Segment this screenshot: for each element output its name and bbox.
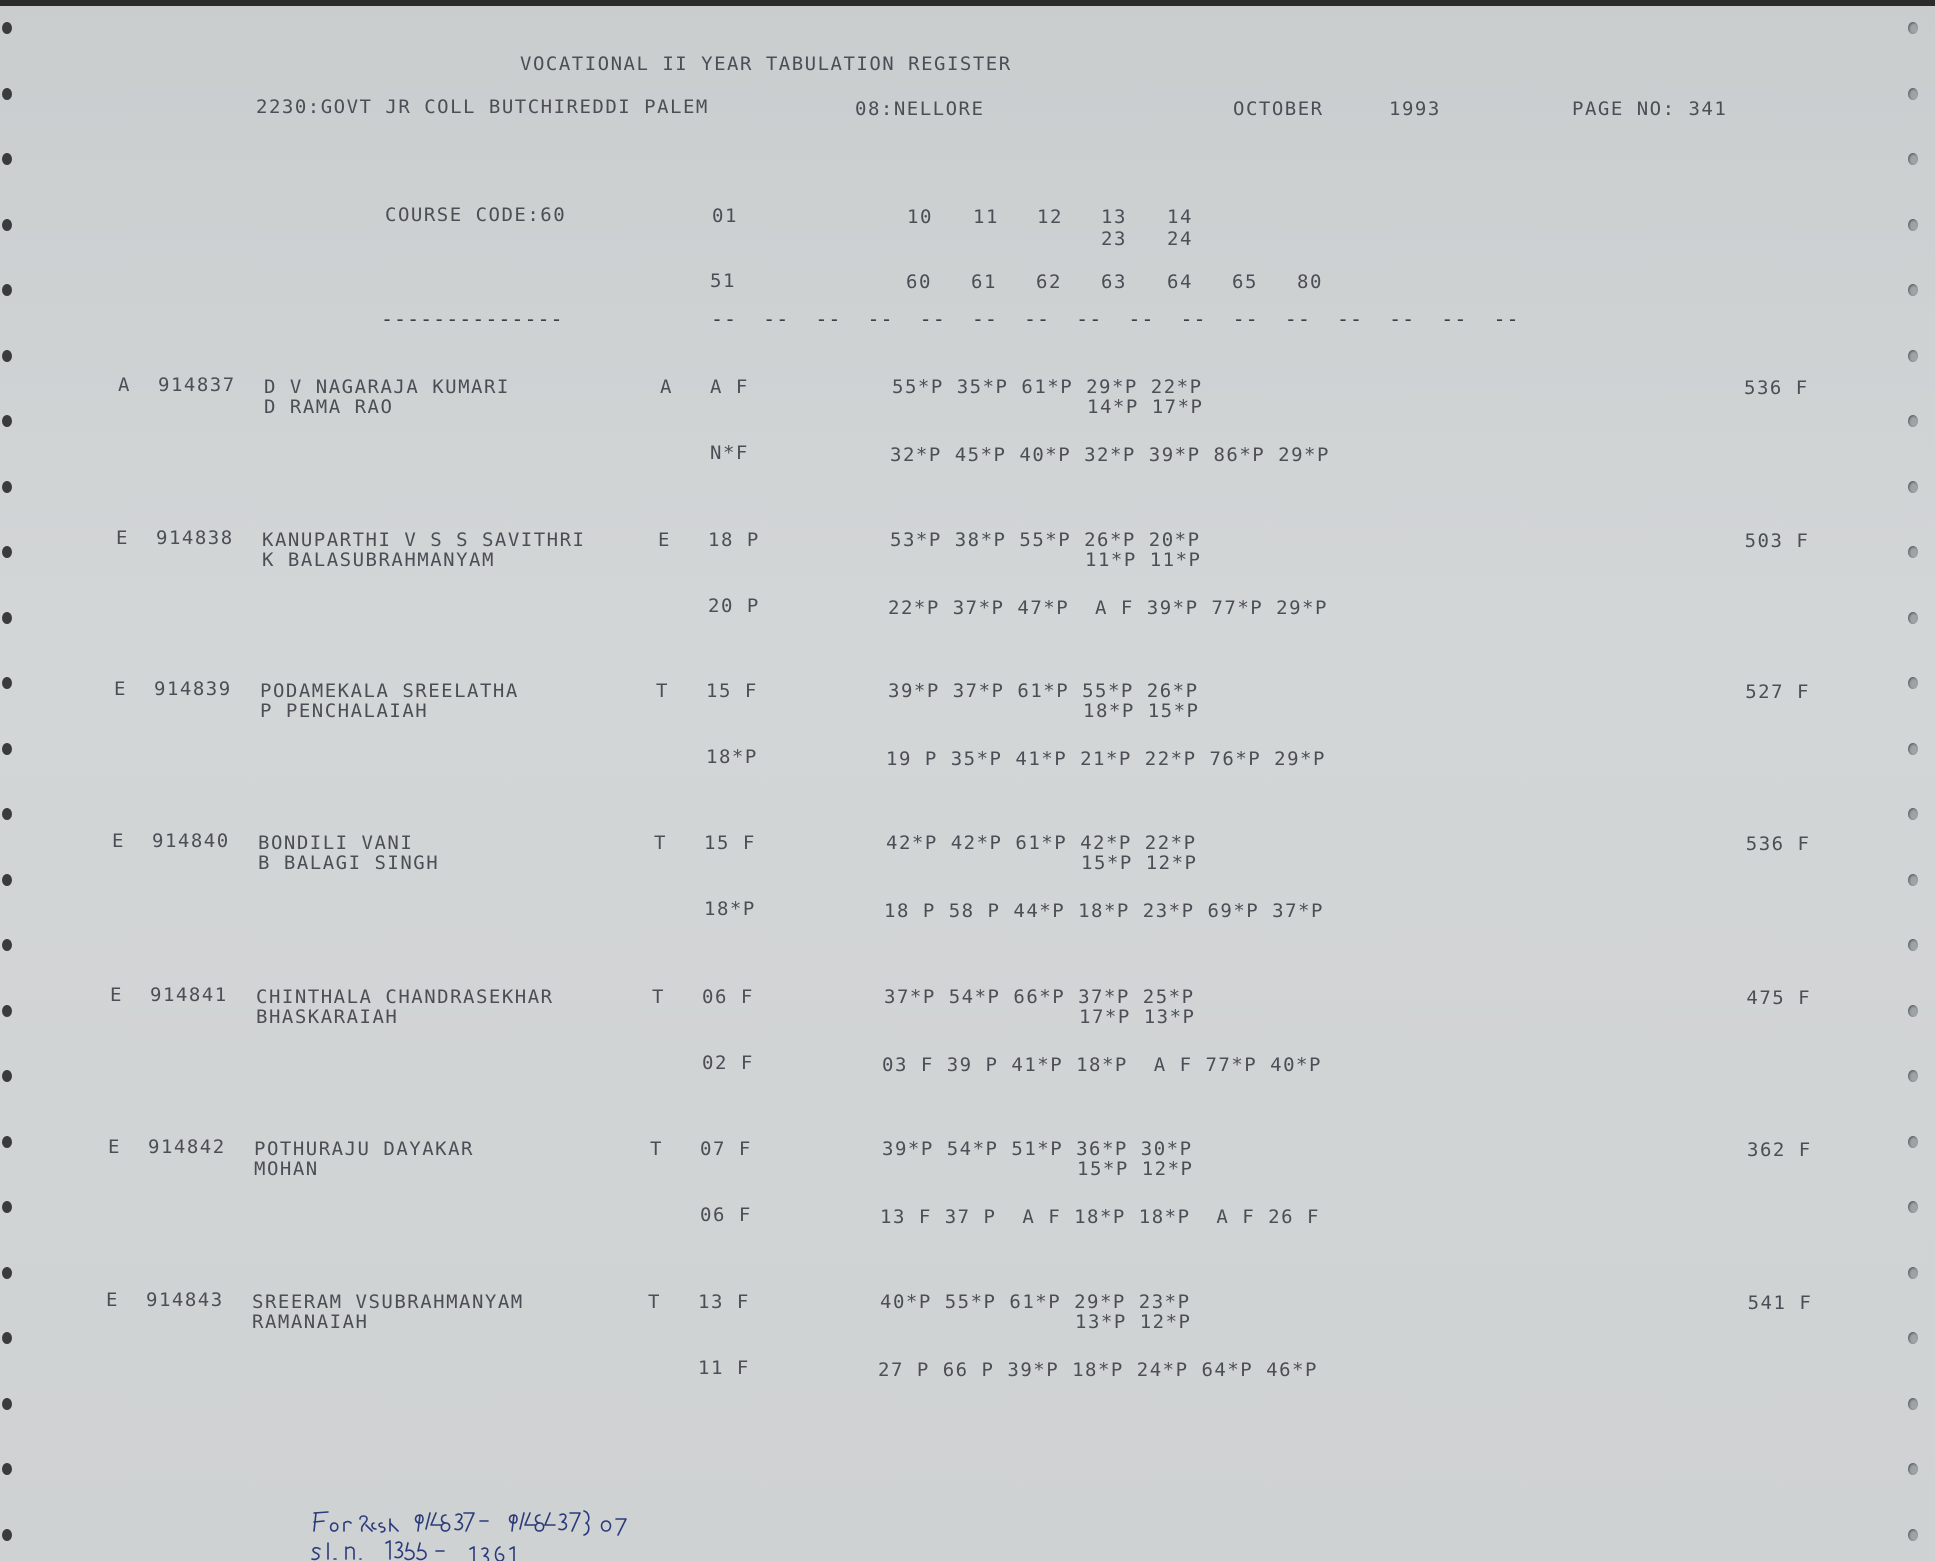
part1-marks-year2: N*F <box>710 442 749 464</box>
candidate-name: SREERAM VSUBRAHMANYAM <box>252 1291 524 1313</box>
tractor-hole <box>1908 1463 1918 1475</box>
medium-code: T <box>648 1291 661 1313</box>
tractor-hole <box>1908 481 1918 493</box>
tractor-hole <box>2 1398 12 1410</box>
father-name: BHASKARAIAH <box>256 1006 399 1028</box>
exam-year: 1993 <box>1389 98 1441 120</box>
tractor-hole <box>1908 88 1918 100</box>
part2-marks-year1: 40*P 55*P 61*P 29*P 23*P <box>880 1291 1191 1313</box>
tractor-hole <box>2 415 12 427</box>
tractor-hole <box>1908 284 1918 296</box>
tractor-hole <box>1908 677 1918 689</box>
category-code: E <box>114 678 127 700</box>
tractor-hole <box>2 1463 12 1475</box>
part2-marks-year1-extra: 18*P 15*P <box>1083 700 1200 722</box>
medium-code: A <box>660 376 673 398</box>
part1-marks: 13 F <box>698 1291 750 1313</box>
medium-code: T <box>656 680 669 702</box>
register-number: 914838 <box>156 527 234 549</box>
total-result: 541 F <box>1747 1292 1813 1314</box>
tractor-hole <box>1908 612 1918 624</box>
tractor-hole <box>2 1201 12 1213</box>
tractor-hole <box>2 939 12 951</box>
candidate-name: CHINTHALA CHANDRASEKHAR <box>256 986 554 1008</box>
category-code: E <box>108 1136 121 1158</box>
medium-code: E <box>658 529 671 551</box>
part2-marks-year2: 19 P 35*P 41*P 21*P 22*P 76*P 29*P <box>886 748 1326 770</box>
candidate-name: KANUPARTHI V S S SAVITHRI <box>262 529 586 551</box>
part1-marks-year2: 06 F <box>700 1204 752 1226</box>
tractor-hole <box>1908 743 1918 755</box>
register-number: 914837 <box>158 374 236 396</box>
part2-marks-year1-extra: 15*P 12*P <box>1077 1158 1194 1180</box>
father-name: K BALASUBRAHMANYAM <box>262 549 495 571</box>
tractor-hole <box>1908 546 1918 558</box>
candidate-name: PODAMEKALA SREELATHA <box>260 680 519 702</box>
tractor-hole <box>1908 219 1918 231</box>
total-result: 503 F <box>1744 530 1810 552</box>
tractor-hole <box>2 153 12 165</box>
total-result: 475 F <box>1746 987 1812 1009</box>
college-name: 2230:GOVT JR COLL BUTCHIREDDI PALEM <box>256 96 709 118</box>
category-code: E <box>112 830 125 852</box>
medium-code: T <box>650 1138 663 1160</box>
col-header: 14 <box>1167 206 1193 228</box>
tractor-hole <box>1908 350 1918 362</box>
col-header: 62 <box>1036 271 1062 293</box>
tractor-hole <box>2 1267 12 1279</box>
col-header: 51 <box>710 270 736 292</box>
part2-marks-year1-extra: 11*P 11*P <box>1085 549 1202 571</box>
col-header: 23 <box>1101 228 1127 250</box>
part2-marks-year1-extra: 15*P 12*P <box>1081 852 1198 874</box>
tractor-hole <box>2 546 12 558</box>
register-title: VOCATIONAL II YEAR TABULATION REGISTER <box>520 53 1012 75</box>
tractor-hole <box>2 743 12 755</box>
part2-marks-year1: 39*P 54*P 51*P 36*P 30*P <box>882 1138 1193 1160</box>
category-code: E <box>110 984 123 1006</box>
tractor-hole <box>1908 1332 1918 1344</box>
col-header: 12 <box>1037 206 1063 228</box>
tractor-hole <box>2 350 12 362</box>
medium-code: T <box>654 832 667 854</box>
father-name: B BALAGI SINGH <box>258 852 440 874</box>
page-number: PAGE NO: 341 <box>1572 98 1728 120</box>
exam-month: OCTOBER <box>1233 98 1324 120</box>
tractor-hole <box>2 1529 12 1541</box>
tractor-hole <box>2 284 12 296</box>
header-rule-right: -- -- -- -- -- -- -- -- -- -- -- -- -- -- -- -- <box>711 307 1520 331</box>
part1-marks: 07 F <box>700 1138 752 1160</box>
district-name: 08:NELLORE <box>855 98 985 120</box>
total-result: 362 F <box>1747 1139 1812 1161</box>
tractor-hole <box>1908 415 1918 427</box>
tractor-hole <box>2 1005 12 1017</box>
col-header: 10 <box>907 206 933 228</box>
part2-marks-year1: 42*P 42*P 61*P 42*P 22*P <box>886 832 1197 854</box>
total-result: 527 F <box>1745 681 1810 703</box>
part2-marks-year1-extra: 14*P 17*P <box>1087 396 1204 418</box>
tractor-hole <box>1908 1267 1918 1279</box>
part1-marks-year2: 20 P <box>708 595 760 617</box>
tractor-hole <box>1908 153 1918 165</box>
tractor-hole <box>2 808 12 820</box>
part1-marks-year2: 18*P <box>706 746 758 768</box>
tractor-hole <box>1908 1005 1918 1017</box>
category-code: E <box>116 527 129 549</box>
candidate-name: D V NAGARAJA KUMARI <box>264 376 510 398</box>
tractor-hole <box>2 612 12 624</box>
part2-marks-year1: 53*P 38*P 55*P 26*P 20*P <box>890 529 1201 551</box>
father-name: RAMANAIAH <box>252 1311 369 1333</box>
part1-marks-year2: 02 F <box>702 1052 754 1074</box>
tractor-hole <box>2 1332 12 1344</box>
tractor-hole <box>1908 939 1918 951</box>
register-number: 914843 <box>146 1289 224 1311</box>
part2-marks-year1-extra: 17*P 13*P <box>1079 1006 1196 1028</box>
tractor-hole <box>1908 1070 1918 1082</box>
father-name: P PENCHALAIAH <box>260 700 429 722</box>
tractor-hole <box>1908 1201 1918 1213</box>
total-result: 536 F <box>1744 377 1809 399</box>
category-code: A <box>118 374 131 396</box>
part2-marks-year2: 27 P 66 P 39*P 18*P 24*P 64*P 46*P <box>878 1359 1318 1381</box>
tractor-hole <box>1908 22 1918 34</box>
candidate-name: POTHURAJU DAYAKAR <box>254 1138 474 1160</box>
part2-marks-year1: 37*P 54*P 66*P 37*P 25*P <box>884 986 1195 1008</box>
part2-marks-year1: 55*P 35*P 61*P 29*P 22*P <box>892 376 1203 398</box>
part2-marks-year1: 39*P 37*P 61*P 55*P 26*P <box>888 680 1199 702</box>
col-header: 13 <box>1101 206 1127 228</box>
col-header: 63 <box>1101 271 1127 293</box>
col-header: 11 <box>973 206 999 228</box>
tractor-hole <box>1908 1136 1918 1148</box>
tractor-hole <box>2 874 12 886</box>
tractor-hole <box>2 88 12 100</box>
part2-marks-year1-extra: 13*P 12*P <box>1075 1311 1192 1333</box>
father-name: MOHAN <box>254 1158 319 1180</box>
register-number: 914842 <box>148 1136 226 1158</box>
tractor-hole <box>2 677 12 689</box>
tractor-hole <box>2 219 12 231</box>
tractor-hole <box>2 1136 12 1148</box>
course-code: COURSE CODE:60 <box>385 204 567 226</box>
medium-code: T <box>652 986 665 1008</box>
header-rule-left: -------------- <box>381 307 564 331</box>
part2-marks-year2: 18 P 58 P 44*P 18*P 23*P 69*P 37*P <box>884 900 1324 922</box>
father-name: D RAMA RAO <box>264 396 394 418</box>
handwritten-note-ink <box>300 1505 760 1561</box>
tractor-hole <box>2 1070 12 1082</box>
part2-marks-year2: 32*P 45*P 40*P 32*P 39*P 86*P 29*P <box>890 444 1330 466</box>
handwritten-note <box>300 1505 760 1561</box>
part1-marks-year2: 11 F <box>698 1357 750 1379</box>
register-number: 914841 <box>150 984 228 1006</box>
col-header: 24 <box>1167 228 1193 250</box>
register-number: 914839 <box>154 678 232 700</box>
tractor-hole <box>2 22 12 34</box>
tractor-hole <box>1908 808 1918 820</box>
part2-marks-year2: 13 F 37 P A F 18*P 18*P A F 26 F <box>880 1206 1320 1228</box>
part1-marks-year2: 18*P <box>704 898 756 920</box>
col-header: 65 <box>1232 271 1258 293</box>
col-header: 61 <box>971 271 997 293</box>
top-edge <box>0 0 1935 6</box>
part2-marks-year2: 22*P 37*P 47*P A F 39*P 77*P 29*P <box>888 597 1328 619</box>
part1-marks: 15 F <box>706 680 758 702</box>
col-header: 64 <box>1167 271 1193 293</box>
tractor-hole <box>2 481 12 493</box>
col-header: 01 <box>712 205 738 227</box>
tractor-hole <box>1908 1398 1918 1410</box>
col-header: 60 <box>906 271 932 293</box>
tractor-hole <box>1908 1529 1918 1541</box>
part1-marks: 06 F <box>702 986 754 1008</box>
col-header: 80 <box>1297 271 1323 293</box>
register-number: 914840 <box>152 830 230 852</box>
part1-marks: 18 P <box>708 529 760 551</box>
part1-marks: 15 F <box>704 832 756 854</box>
part1-marks: A F <box>710 376 749 398</box>
candidate-name: BONDILI VANI <box>258 832 414 854</box>
category-code: E <box>106 1289 119 1311</box>
tractor-hole <box>1908 874 1918 886</box>
part2-marks-year2: 03 F 39 P 41*P 18*P A F 77*P 40*P <box>882 1054 1322 1076</box>
total-result: 536 F <box>1745 833 1811 855</box>
